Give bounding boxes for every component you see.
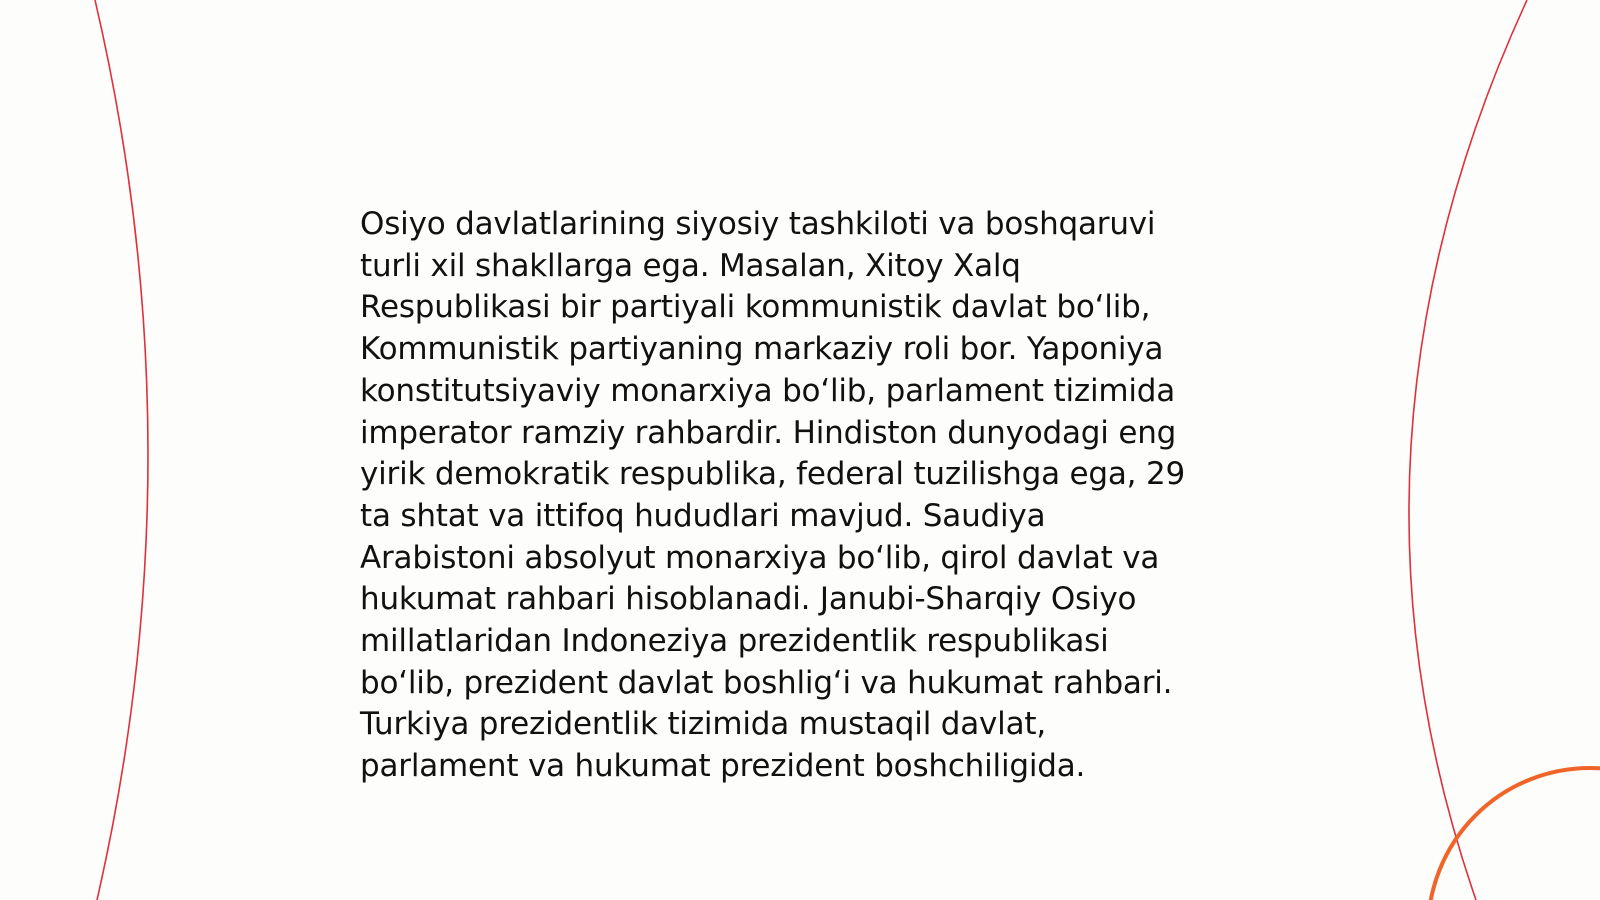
- orange-circle-arc: [1428, 768, 1600, 900]
- left-arc: [95, 0, 148, 900]
- right-arc: [1409, 0, 1527, 900]
- slide-body-text: Osiyo davlatlarining siyosiy tashkiloti va boshqaruvi turli xil shakllarga ega. Masalan, Xitoy Xalq Respublikasi bir partiyali kommunistik davlat bo‘lib, Kommunistik partiyaning markaziy roli bor. Yaponiya konstitutsiyaviy monarxiya bo‘lib, parlament tizimida imperator ramziy rahbardir. Hindiston dunyodagi eng yirik demokratik respublika, federal tuzilishga ega, 29 ta shtat va ittifoq hududlari mavjud. Saudiya Arabistoni absolyut monarxiya bo‘lib, qirol davlat va hukumat rahbari hisoblanadi. Janubi-Sharqiy Osiyo millatlaridan Indoneziya prezidentlik respublikasi bo‘lib, prezident davlat boshlig‘i va hukumat rahbari. Turkiya prezidentlik tizimida mustaqil davlat, parlament va hukumat prezident boshchiligida.: [360, 206, 1186, 785]
